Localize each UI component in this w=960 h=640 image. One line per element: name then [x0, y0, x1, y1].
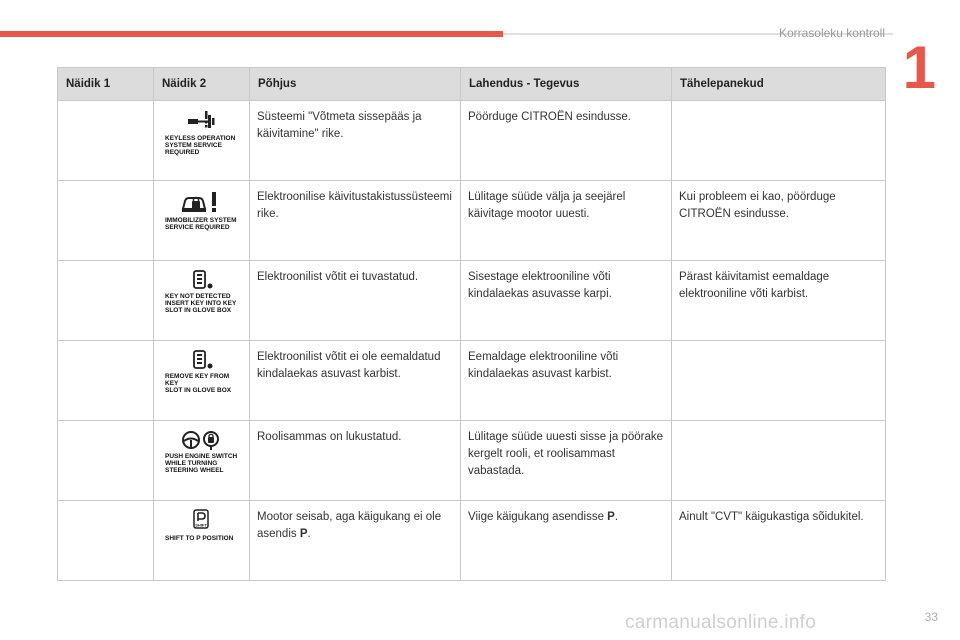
solution-cell: Lülitage süüde välja ja seejärel käivitage mootor uuesti. [461, 181, 672, 261]
column-header-cause: Põhjus [250, 68, 461, 101]
indicator-2-cell [154, 501, 250, 581]
solution-cell: Eemaldage elektrooniline võti kindalaekas asuvast karbist. [461, 341, 672, 421]
page-number: 33 [924, 610, 938, 624]
indicator-2-text: KEYLESS OPERATION SYSTEM SERVICE REQUIRED [165, 135, 236, 156]
notes-cell: Ainult "CVT" käigukastiga sõidukitel. [672, 501, 886, 581]
warning-messages-table [57, 67, 886, 581]
indicator-2-cell [154, 341, 250, 421]
solution-cell: Lülitage süüde uuesti sisse ja pöörake kergelt rooli, et roolisammast vabastada. [461, 421, 672, 501]
key-not-detected-icon [187, 269, 217, 291]
cause-text-end: . [307, 528, 311, 540]
indicator-2-text: PUSH ENGINE SWITCH WHILE TURNING STEERING WHEEL [165, 453, 238, 474]
table-row [58, 181, 886, 261]
column-header-notes: Tähelepanekud [672, 68, 886, 101]
shift-p-icon [187, 509, 217, 533]
cause-cell: Elektroonilise käivitustakistussüsteemi rike. [250, 181, 461, 261]
header-accent-bar [0, 31, 503, 37]
cause-cell: Elektroonilist võtit ei ole eemaldatud kindalaekas asuvast karbist. [250, 341, 461, 421]
notes-cell: Kui probleem ei kao, pöörduge CITROËN esindusse. [672, 181, 886, 261]
column-header-solution: Lahendus - Tegevus [461, 68, 672, 101]
indicator-2-text: KEY NOT DETECTED INSERT KEY INTO KEY SLOT IN GLOVE BOX [165, 293, 237, 314]
table-row [58, 421, 886, 501]
indicator-2-cell [154, 101, 250, 181]
indicator-2-cell [154, 421, 250, 501]
immobilizer-icon [177, 189, 227, 215]
indicator-1-cell [58, 101, 154, 181]
solution-cell: Sisestage elektrooniline võti kindalaekas asuvasse karpi. [461, 261, 672, 341]
chapter-title: Korrasoleku kontroll [778, 26, 885, 40]
indicator-1-cell [58, 421, 154, 501]
table-row [58, 261, 886, 341]
indicator-1-cell [58, 261, 154, 341]
column-header-indicator-1: Näidik 1 [58, 68, 154, 101]
indicator-1-cell [58, 341, 154, 421]
solution-text: Viige käigukang asendisse [468, 511, 608, 523]
indicator-2-text: REMOVE KEY FROM KEY SLOT IN GLOVE BOX [165, 373, 232, 394]
notes-cell [672, 101, 886, 181]
steering-lock-icon [179, 429, 225, 451]
table-row [58, 501, 886, 581]
svg-text:SHIFT: SHIFT [195, 522, 207, 528]
cause-cell: Süsteemi "Võtmeta sissepääs ja käivitamine" rike. [250, 101, 461, 181]
indicator-2-text: SHIFT TO P POSITION [165, 535, 234, 542]
notes-cell: Pärast käivitamist eemaldage elektrooniline võti karbist. [672, 261, 886, 341]
indicator-2-cell [154, 181, 250, 261]
gear-position-label: P [607, 511, 615, 523]
indicator-2-cell [154, 261, 250, 341]
cause-text: Mootor seisab, aga käigukang ei ole asendis [257, 511, 442, 540]
cause-cell: Elektroonilist võtit ei tuvastatud. [250, 261, 461, 341]
cause-cell [250, 501, 461, 581]
solution-cell: Pöörduge CITROËN esindusse. [461, 101, 672, 181]
solution-cell [461, 501, 672, 581]
indicator-2-text: IMMOBILIZER SYSTEM SERVICE REQUIRED [165, 217, 237, 231]
table-header-row [58, 68, 886, 101]
table-row [58, 341, 886, 421]
indicator-1-cell [58, 501, 154, 581]
gear-position-label: P [299, 528, 308, 540]
indicator-1-cell [58, 181, 154, 261]
keyless-operation-icon [182, 109, 222, 133]
watermark: carmanualsonline.info [625, 612, 817, 633]
chapter-number: 1 [902, 34, 936, 101]
notes-cell [672, 421, 886, 501]
table-row [58, 101, 886, 181]
solution-text-end: . [614, 511, 619, 523]
remove-key-icon [187, 349, 217, 371]
notes-cell [672, 341, 886, 421]
cause-cell: Roolisammas on lukustatud. [250, 421, 461, 501]
column-header-indicator-2: Näidik 2 [154, 68, 250, 101]
